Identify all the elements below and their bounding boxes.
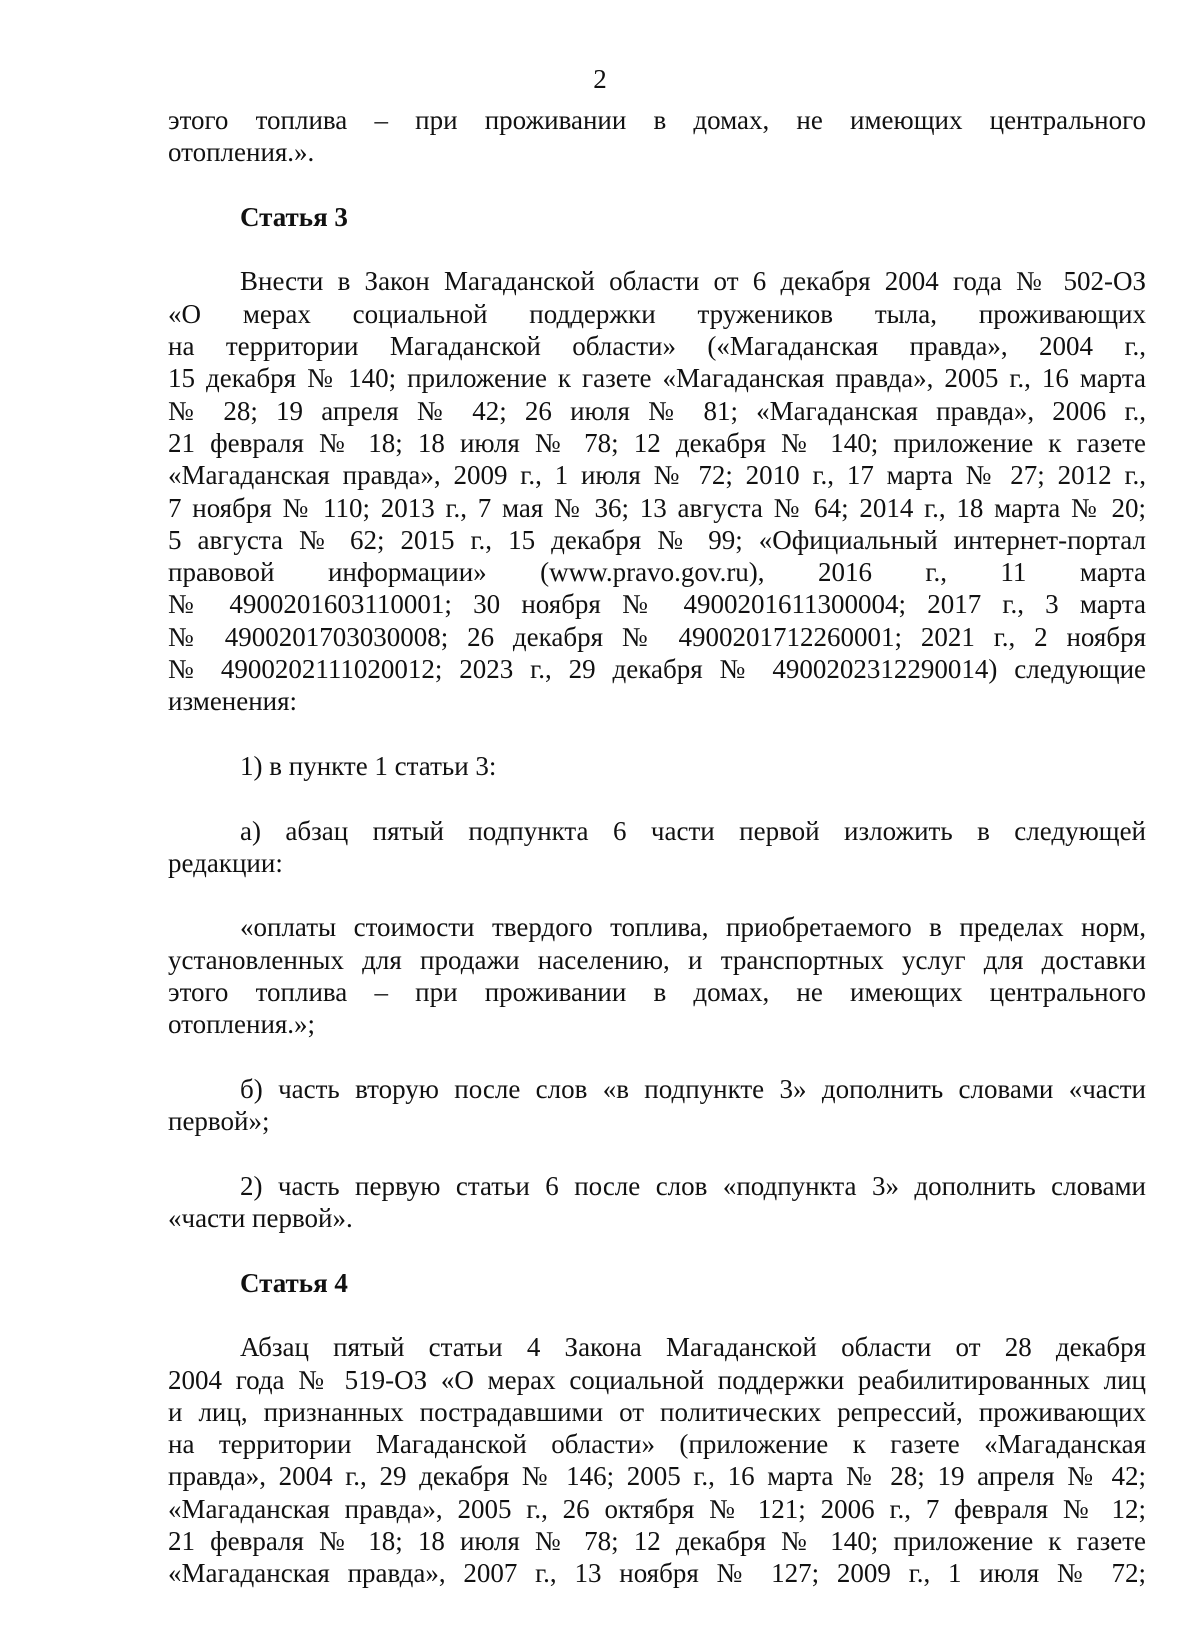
text-line: 21 февраля № 18; 18 июля № 78; 12 декабря № 140; приложение к газете — [168, 427, 1146, 458]
paragraph-gap — [168, 233, 1146, 265]
text-line: «оплаты стоимости твердого топлива, приобретаемого в пределах норм, — [240, 912, 1146, 943]
text-line: на территории Магаданской области» (приложение к газете «Магаданская — [168, 1429, 1146, 1460]
paragraph — [168, 1170, 1146, 1235]
paragraph — [168, 1331, 1146, 1589]
text-line: «части первой». — [168, 1203, 353, 1234]
paragraph-gap — [168, 169, 1146, 201]
text-line: редакции: — [168, 847, 283, 878]
text-line: этого топлива – при проживании в домах, не имеющих центрального — [168, 977, 1146, 1008]
text-line: 15 декабря № 140; приложение к газете «Магаданская правда», 2005 г., 16 марта — [168, 363, 1146, 394]
text-line: «Магаданская правда», 2009 г., 1 июля № 72; 2010 г., 17 марта № 27; 2012 г., — [168, 460, 1146, 491]
paragraph — [168, 750, 1146, 782]
text-line: Внести в Закон Магаданской области от 6 декабря 2004 года № 502-ОЗ — [240, 266, 1146, 297]
paragraph — [168, 1073, 1146, 1138]
text-line: 5 августа № 62; 2015 г., 15 декабря № 99; «Официальный интернет-портал — [168, 524, 1146, 555]
page-number: 2 — [593, 64, 607, 94]
text-line: «О мерах социальной поддержки тружеников тыла, проживающих — [168, 298, 1146, 329]
text-line: Абзац пятый статьи 4 Закона Магаданской области от 28 декабря — [240, 1332, 1146, 1363]
text-line: этого топлива – при проживании в домах, не имеющих центрального — [168, 105, 1146, 135]
text-line: № 4900201703030008; 26 декабря № 4900201712260001; 2021 г., 2 ноября — [168, 621, 1146, 652]
text-line: 2) часть первую статьи 6 после слов «подпункта 3» дополнить словами — [240, 1170, 1146, 1201]
text-line: «Магаданская правда», 2005 г., 26 октября № 121; 2006 г., 7 февраля № 12; — [168, 1493, 1146, 1524]
text-line: 1) в пункте 1 статьи 3: — [240, 750, 497, 781]
paragraph-gap — [168, 718, 1146, 750]
article-heading: Статья 4 — [240, 1267, 348, 1298]
paragraph-gap — [168, 1299, 1146, 1331]
text-line: изменения: — [168, 686, 298, 717]
paragraph-gap — [168, 1138, 1146, 1170]
text-line: 2004 года № 519-ОЗ «О мерах социальной поддержки реабилитированных лиц — [168, 1364, 1146, 1395]
paragraph — [168, 265, 1146, 717]
text-line: отопления.». — [168, 137, 315, 168]
text-line: а) абзац пятый подпункта 6 части первой изложить в следующей — [240, 815, 1146, 846]
text-line: правовой информации» (www.pravo.gov.ru), 2016 г., 11 марта — [168, 557, 1146, 588]
article-heading: Статья 3 — [240, 201, 348, 232]
text-line: правда», 2004 г., 29 декабря № 146; 2005 г., 16 марта № 28; 19 апреля № 42; — [168, 1461, 1146, 1492]
paragraph-gap — [168, 782, 1146, 814]
text-line: 21 февраля № 18; 18 июля № 78; 12 декабря № 140; приложение к газете — [168, 1526, 1146, 1557]
text-line: 7 ноября № 110; 2013 г., 7 мая № 36; 13 августа № 64; 2014 г., 18 марта № 20; — [168, 492, 1146, 523]
text-line: № 4900201603110001; 30 ноября № 4900201611300004; 2017 г., 3 марта — [168, 589, 1146, 620]
text-line: на территории Магаданской области» («Магаданская правда», 2004 г., — [168, 331, 1146, 362]
text-line: «Магаданская правда», 2007 г., 13 ноября № 127; 2009 г., 1 июля № 72; — [168, 1558, 1146, 1589]
text-line: № 4900202111020012; 2023 г., 29 декабря № 4900202312290014) следующие — [168, 654, 1146, 685]
text-line: б) часть вторую после слов «в подпункте 3» дополнить словами «части — [240, 1073, 1146, 1104]
paragraph — [168, 104, 1146, 169]
document-body — [168, 104, 1146, 1590]
paragraph — [168, 911, 1146, 1040]
text-line: первой»; — [168, 1106, 270, 1137]
text-line: и лиц, признанных пострадавшими от политических репрессий, проживающих — [168, 1396, 1146, 1427]
text-line: № 28; 19 апреля № 42; 26 июля № 81; «Магаданская правда», 2006 г., — [168, 395, 1146, 426]
text-line: отопления.»; — [168, 1009, 316, 1040]
text-line: установленных для продажи населению, и транспортных услуг для доставки — [168, 944, 1146, 975]
paragraph — [168, 815, 1146, 880]
paragraph-gap — [168, 1234, 1146, 1266]
paragraph-gap — [168, 1041, 1146, 1073]
paragraph-gap — [168, 879, 1146, 911]
